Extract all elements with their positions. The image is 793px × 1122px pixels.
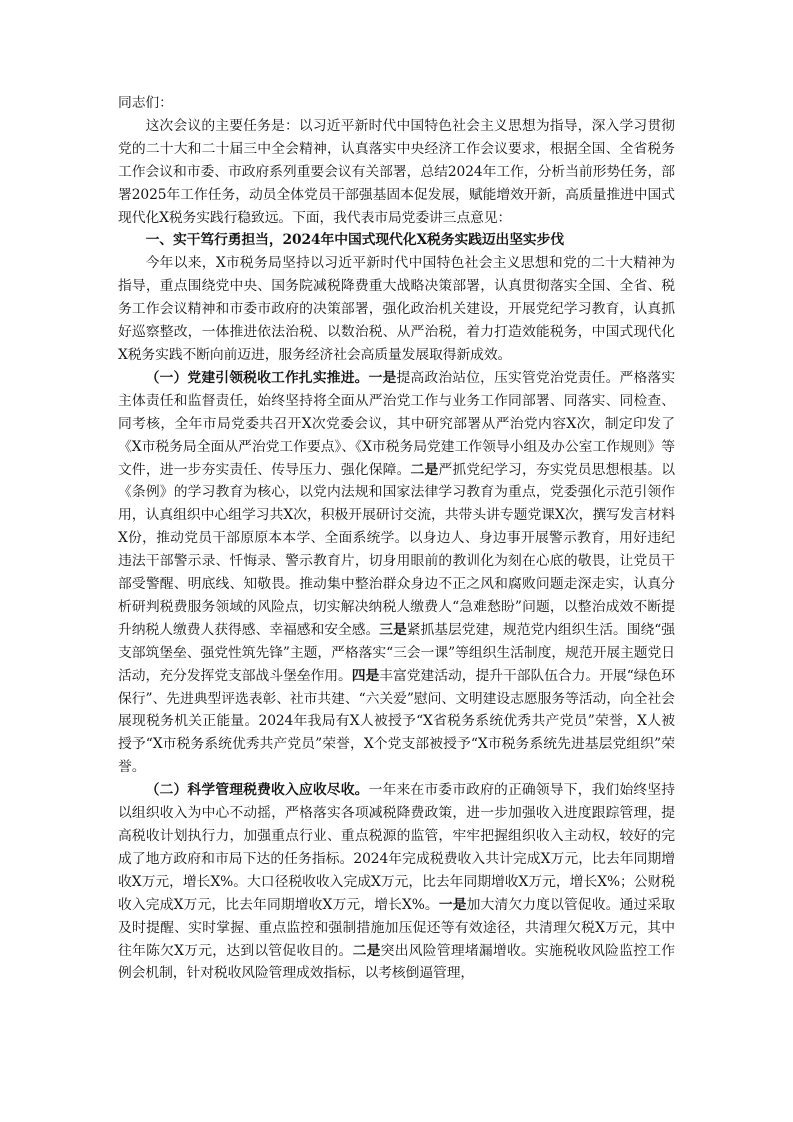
- revenue-marker-2: 二是: [352, 942, 381, 959]
- party-building-paragraph: [118, 367, 675, 779]
- subsection-2-heading: （二）科学管理税费收入应收尽收。: [145, 782, 369, 799]
- point-text-4: 丰富党建活动，提升干部队伍合力。开展“绿色环保行”、先进典型评选表彰、社市共建、“六关爱”慰问、文明建设志愿服务等活动，向全社会展现税务机关正能量。2024年我局有X人被授予“X省税务系统优秀共产党员”荣誉，X人被授予“X市税务系统优秀共产党员”荣誉，X个党支部被授予“X市税务系统先进基层党组织”荣誉。: [118, 667, 675, 776]
- intro-paragraph: 这次会议的主要任务是：以习近平新时代中国特色社会主义思想为指导，深入学习贯彻党的二十大和二十届三中全会精神，认真落实中央经济工作会议要求，根据全国、全省税务工作会议和市委、市政府系列重要会议有关部署，总结2024年工作，分析当前形势任务，部署2025年工作任务，动员全体党员干部强基固本促发展，赋能增效开新，高质量推进中国式现代化X税务实践行稳致远。下面，我代表市局党委讲三点意见：: [118, 117, 675, 226]
- section-1-heading: 一、实干笃行勇担当，2024年中国式现代化X税务实践迈出坚实步伐: [145, 232, 565, 249]
- point-marker-1: 一是: [368, 369, 397, 386]
- point-marker-4: 四是: [351, 667, 380, 684]
- revenue-marker-1: 一是: [438, 896, 467, 913]
- subsection-1-heading: （一）党建引领税收工作扎实推进。: [145, 369, 369, 386]
- section-1-paragraph: 今年以来，X市税务局坚持以习近平新时代中国特色社会主义思想和党的二十大精神为指导，重点围绕党中央、国务院减税降费重大战略决策部署，认真贯彻落实全国、全省、税务工作会议精神和市委市政府的决策部署，强化政治机关建设，开展党纪学习教育，认真抓好巡察整改，一体推进依法治税、以数治税、从严治税，着力打造效能税务，中国式现代化X税务实践不断向前迈进，服务经济社会高质量发展取得新成效。: [118, 255, 675, 363]
- point-marker-3: 三是: [379, 621, 407, 638]
- point-text-2: 严抓党纪学习，夯实党员思想根基。以《条例》的学习教育为核心，以党内法规和国家法律学习教育为重点，党委强化示范引领作用，认真组织中心组学习共X次，积极开展研讨交流，共带头讲专题党课X次，撰写发言材料X份，推动党员干部原原本本学、全面系统学。以身边人、身边事开展警示教育，用好违纪违法干部警示录、忏悔录、警示教育片，切身用眼前的教训化为刻在心底的敬畏，让党员干部受警醒、明底线、知敬畏。推动集中整治群众身边不正之风和腐败问题走深走实，认真分析研判税费服务领域的风险点，切实解决纳税人缴费人“急难愁盼”问题，以整治成效不断提升纳税人缴费人获得感、幸福感和安全感。: [118, 461, 675, 638]
- salutation: 同志们：: [118, 95, 173, 111]
- point-marker-2: 二是: [410, 461, 439, 478]
- point-text-1: 提高政治站位，压实管党治党责任。严格落实主体责任和监督责任，始终坚持将全面从严治党工作与业务工作同部署、同落实、同检查、同考核，全年市局党委共召开X次党委会议，其中研究部署从严治党内容X次，制定印发了《X市税务局全面从严治党工作要点》、《X市税务局党建工作领导小组及办公室工作规则》等文件，进一步夯实责任、传导压力、强化保障。: [118, 369, 676, 478]
- revenue-point-text-2: 突出风险管理堵漏增收。实施税收风险监控工作例会机制，针对税收风险管理成效指标，以考核倒逼管理，: [118, 942, 675, 982]
- point-text-3: 紧抓基层党建，规范党内组织生活。围绕“强支部筑堡垒、强党性筑先锋”主题，严格落实“三会一课”等组织生活制度，规范开展主题党日活动，充分发挥党支部战斗堡垒作用。: [118, 621, 675, 684]
- revenue-paragraph: [118, 779, 675, 985]
- revenue-text: 一年来在市委市政府的正确领导下，我们始终坚持以组织收入为中心不动摇，严格落实各项减税降费政策，进一步加强收入进度跟踪管理，提高税收计划执行力，加强重点行业、重点税源的监管，牢牢把握组织收入主动权，较好的完成了地方政府和市局下达的任务指标。2024年完成税费收入共计完成X万元，比去年同期增收X万元，增长X%。大口径税收收入完成X万元，比去年同期增收X万元，增长X%；公财税收入完成X万元，比去年同期增收X万元，增长X%。: [118, 782, 675, 913]
- revenue-point-text-1: 加大清欠力度以管促收。通过采取及时提醒、实时掌握、重点监控和强制措施加压促还等有效途径，共清理欠税X万元，其中往年陈欠X万元，达到以管促收目的。: [118, 896, 675, 959]
